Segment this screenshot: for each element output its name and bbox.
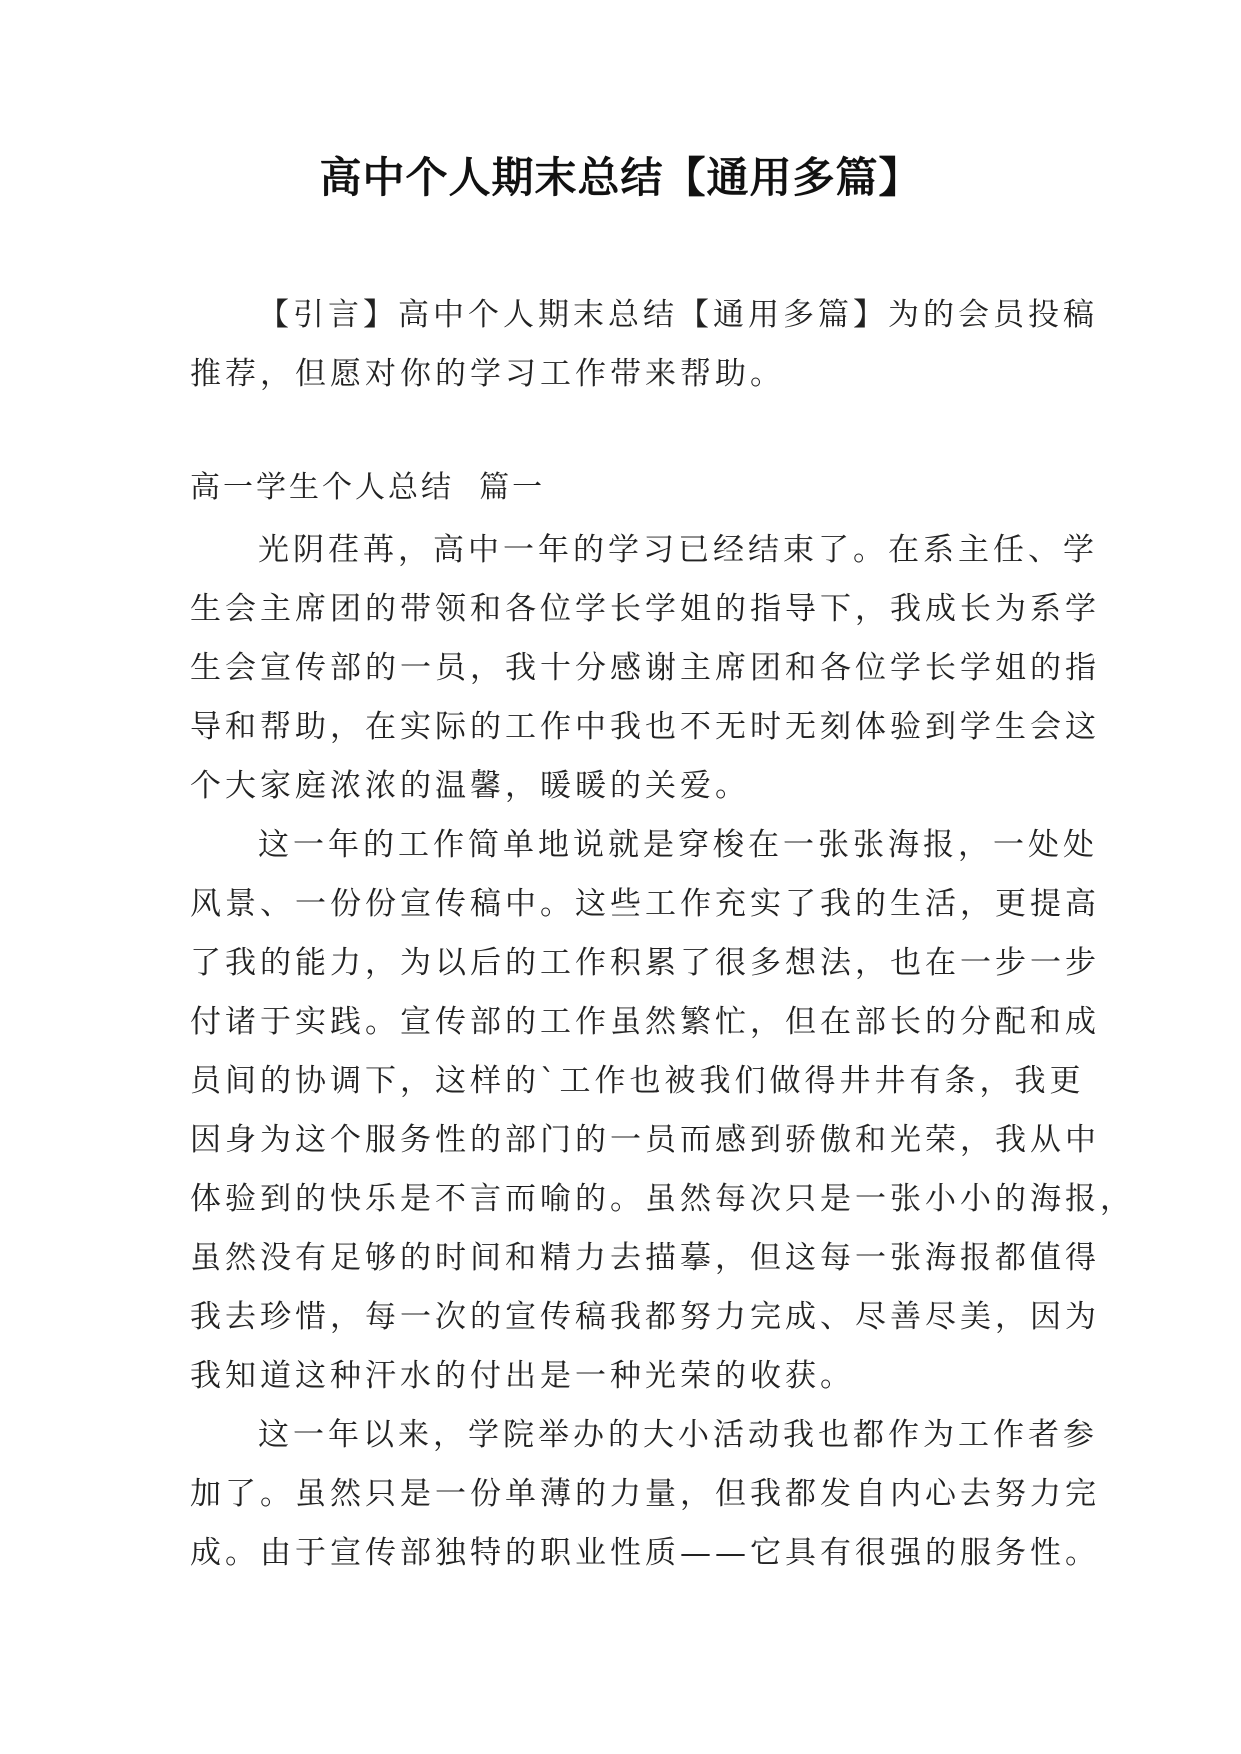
intro-line: 【引言】高中个人期末总结【通用多篇】为的会员投稿 — [258, 297, 1098, 333]
section-body — [190, 521, 1135, 1583]
paragraph-line: 我知道这种汗水的付出是一种光荣的收获。 — [190, 1358, 855, 1394]
paragraph-line: 光阴荏苒，高中一年的学习已经结束了。在系主任、学 — [258, 532, 1098, 568]
intro-line: 推荐，但愿对你的学习工作带来帮助。 — [190, 356, 785, 392]
paragraph-line: 风景、一份份宣传稿中。这些工作充实了我的生活，更提高 — [190, 886, 1100, 922]
paragraph-line: 因身为这个服务性的部门的一员而感到骄傲和光荣，我从中 — [190, 1122, 1100, 1158]
paragraph-line: 导和帮助，在实际的工作中我也不无时无刻体验到学生会这 — [190, 709, 1100, 745]
paragraph-line: 成。由于宣传部独特的职业性质——它具有很强的服务性。 — [190, 1535, 1100, 1571]
paragraph-line: 虽然没有足够的时间和精力去描摹，但这每一张海报都值得 — [190, 1240, 1100, 1276]
paragraph-line: 我去珍惜，每一次的宣传稿我都努力完成、尽善尽美，因为 — [190, 1299, 1100, 1335]
paragraph-line: 个大家庭浓浓的温馨，暖暖的关爱。 — [190, 768, 750, 804]
paragraph-line: 员间的协调下，这样的`工作也被我们做得井井有条，我更 — [190, 1063, 1085, 1099]
paragraph-line: 了我的能力，为以后的工作积累了很多想法，也在一步一步 — [190, 945, 1100, 981]
paragraph-line: 加了。虽然只是一份单薄的力量，但我都发自内心去努力完 — [190, 1476, 1100, 1512]
paragraph-line: 这一年以来，学院举办的大小活动我也都作为工作者参 — [258, 1417, 1098, 1453]
paragraph — [190, 1406, 1100, 1583]
paragraph-line: 生会主席团的带领和各位学长学姐的指导下，我成长为系学 — [190, 591, 1100, 627]
paragraph-line: 生会宣传部的一员，我十分感谢主席团和各位学长学姐的指 — [190, 650, 1100, 686]
paragraph-line: 这一年的工作简单地说就是穿梭在一张张海报，一处处 — [258, 827, 1098, 863]
paragraph-line: 付诸于实践。宣传部的工作虽然繁忙，但在部长的分配和成 — [190, 1004, 1100, 1040]
paragraph-line: 体验到的快乐是不言而喻的。虽然每次只是一张小小的海报， — [190, 1181, 1135, 1217]
section-heading: 高一学生个人总结 篇一 — [190, 470, 546, 505]
paragraph — [190, 521, 1100, 816]
document-title: 高中个人期末总结【通用多篇】 — [319, 153, 922, 202]
paragraph — [190, 816, 1135, 1406]
intro-paragraph — [190, 286, 1098, 404]
